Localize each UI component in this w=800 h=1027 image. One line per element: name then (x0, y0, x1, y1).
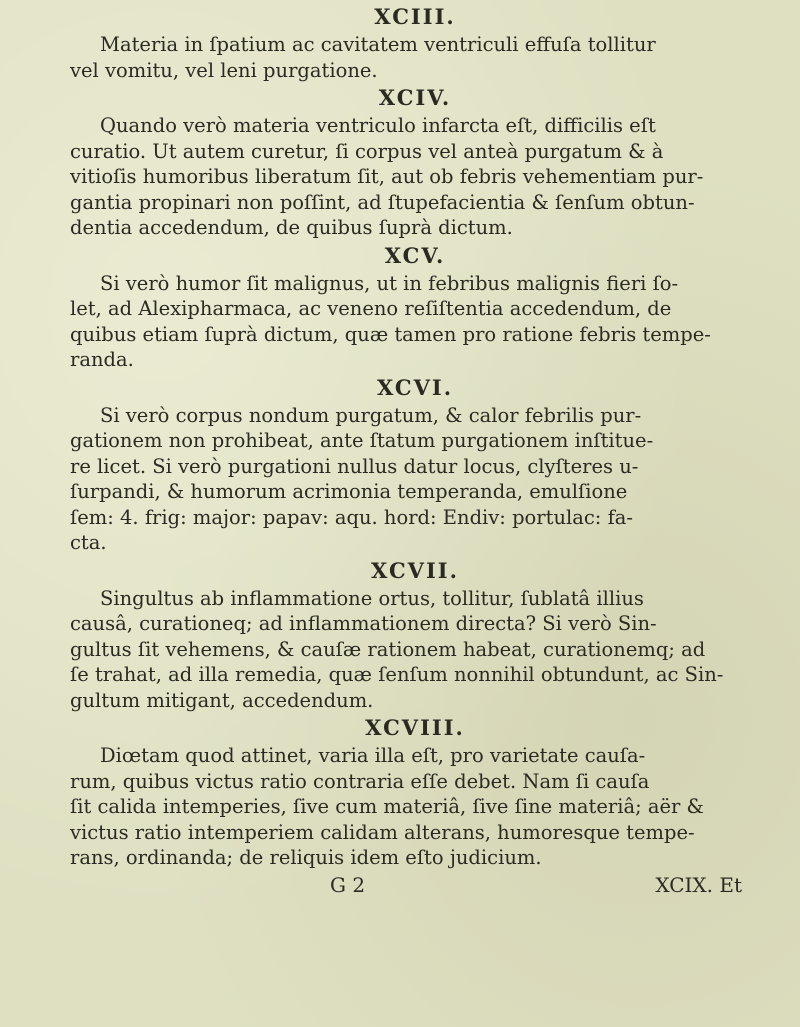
text-line: gultus ſit vehemens, & cauſæ rationem habeat, curationemq; ad (70, 637, 706, 661)
text-line: ſe trahat, ad illa remedia, quæ ſenſum nonnihil obtundunt, ac Sin- (70, 663, 724, 686)
text-line: re licet. Si verò purgationi nullus datur locus, clyſteres u- (70, 454, 639, 478)
section-96 (70, 373, 760, 556)
text-line: victus ratio intemperiem calidam alterans, humoresque tempe- (70, 820, 695, 844)
text-line: quibus etiam ſuprà dictum, quæ tamen pro ratione febris tempe- (70, 322, 711, 346)
section-95 (70, 241, 760, 373)
text-line: ſurpandi, & humorum acrimonia temperanda, emulſione (70, 480, 628, 503)
text-line: causâ, curationeq; ad inflammationem directa? Si verò Sin- (70, 612, 657, 635)
signature-mark: G 2 (330, 872, 366, 897)
paragraph (70, 743, 760, 871)
page-footer (70, 871, 760, 899)
section-97 (70, 556, 760, 714)
text-line: Si verò corpus nondum purgatum, & calor febrilis pur- (100, 403, 642, 427)
text-line: vel vomitu, vel leni purgatione. (70, 58, 378, 82)
paragraph (70, 32, 760, 83)
text-line: gantia propinari non poſſint, ad ſtupefacientia & ſenſum obtun- (70, 190, 695, 214)
section-heading: XCIII. (374, 4, 456, 29)
section-heading: XCVIII. (365, 715, 465, 740)
catchword: XCIX. Et (655, 872, 742, 897)
text-line: ſit calida intemperies, ſive cum materiâ, ſive ſine materiâ; aër & (70, 795, 704, 818)
text-line: randa. (70, 348, 134, 371)
paragraph (70, 113, 760, 241)
text-line: vitioſis humoribus liberatum ſit, aut ob febris vehementiam pur- (70, 165, 704, 188)
text-line: ſem: 4. frig: major: papav: aqu. hord: Endiv: portulac: fa- (70, 505, 633, 529)
text-line: rans, ordinanda; de reliquis idem eſto judicium. (70, 846, 542, 869)
text-line: Quando verò materia ventriculo infarcta eſt, difficilis eſt (100, 114, 656, 137)
text-line: gultum mitigant, accedendum. (70, 688, 374, 712)
section-heading: XCVII. (371, 557, 459, 583)
section-heading: XCIV. (378, 85, 452, 110)
text-line: rum, quibus victus ratio contraria eſſe debet. Nam ſi cauſa (70, 769, 650, 793)
text-line: Diœtam quod attinet, varia illa eſt, pro varietate cauſa- (100, 744, 646, 767)
paragraph (70, 586, 760, 714)
text-line: dentia accedendum, de quibus ſuprà dictum. (70, 216, 513, 239)
section-94 (70, 83, 760, 241)
paragraph (70, 403, 760, 556)
text-line: cta. (70, 531, 107, 554)
paragraph (70, 271, 760, 373)
text-line: Si verò humor ſit malignus, ut in febribus malignis fieri ſo- (100, 271, 679, 295)
section-93 (70, 0, 760, 83)
text-line: Materia in ſpatium ac cavitatem ventriculi effuſa tollitur (100, 33, 656, 56)
text-line: let, ad Alexipharmaca, ac veneno reſiſtentia accedendum, de (70, 297, 672, 320)
text-line: curatio. Ut autem curetur, ſi corpus vel anteà purgatum & à (70, 139, 664, 163)
section-98 (70, 713, 760, 871)
text-line: gationem non prohibeat, ante ſtatum purgationem inſtitue- (70, 429, 654, 452)
text-line: Singultus ab inflammatione ortus, tollitur, ſublatâ illius (100, 586, 644, 610)
section-heading: XCV. (384, 242, 446, 268)
section-heading: XCVI. (376, 374, 454, 400)
